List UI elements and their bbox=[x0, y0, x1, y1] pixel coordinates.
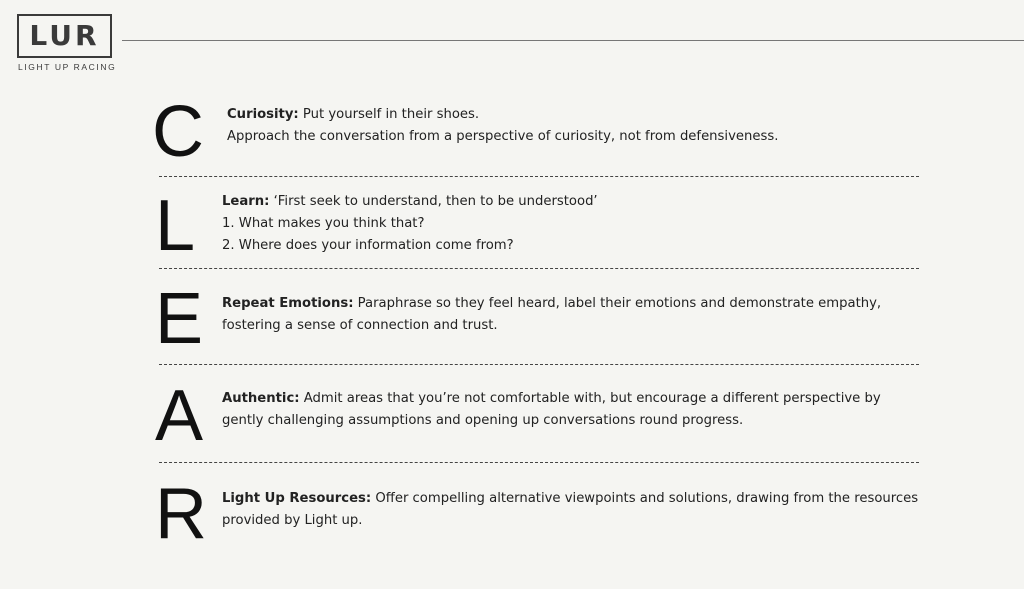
item-repeat-emotions-line-1 bbox=[222, 293, 881, 315]
acronym-letter-a: A bbox=[155, 376, 204, 456]
item-light-up-resources-text-1: Offer compelling alternative viewpoints and solutions, drawing from the resources bbox=[371, 491, 919, 506]
item-light-up-resources-line-1 bbox=[222, 488, 918, 510]
header-divider bbox=[122, 40, 1024, 41]
item-authentic bbox=[222, 388, 881, 432]
item-curiosity-line-1 bbox=[227, 104, 778, 126]
item-learn bbox=[222, 191, 598, 257]
logo bbox=[17, 14, 112, 58]
section-divider bbox=[159, 462, 919, 463]
item-light-up-resources bbox=[222, 488, 918, 532]
item-curiosity-term: Curiosity: bbox=[227, 107, 299, 122]
item-light-up-resources-term: Light Up Resources: bbox=[222, 491, 372, 506]
item-curiosity bbox=[227, 104, 778, 148]
item-repeat-emotions-term: Repeat Emotions: bbox=[222, 296, 354, 311]
acronym-letter-r: R bbox=[155, 474, 207, 554]
logo-mark: LUR bbox=[29, 19, 100, 52]
item-authentic-line-1 bbox=[222, 388, 881, 410]
section-divider bbox=[159, 268, 919, 269]
item-light-up-resources-line-2: provided by Light up. bbox=[222, 513, 363, 528]
item-repeat-emotions bbox=[222, 293, 881, 337]
item-learn-line-2: 1. What makes you think that? bbox=[222, 216, 425, 231]
section-divider bbox=[159, 176, 919, 177]
item-learn-text-1: ‘First seek to understand, then to be understood’ bbox=[269, 194, 598, 209]
item-repeat-emotions-text-1: Paraphrase so they feel heard, label their emotions and demonstrate empathy, bbox=[353, 296, 882, 311]
item-authentic-term: Authentic: bbox=[222, 391, 300, 406]
acronym-letter-c: C bbox=[152, 92, 204, 172]
item-repeat-emotions-line-2: fostering a sense of connection and trust. bbox=[222, 318, 498, 333]
item-authentic-line-2: gently challenging assumptions and opening up conversations round progress. bbox=[222, 413, 744, 428]
acronym-letter-l: L bbox=[155, 186, 196, 266]
item-learn-term: Learn: bbox=[222, 194, 270, 209]
item-curiosity-line-2: Approach the conversation from a perspective of curiosity, not from defensiveness. bbox=[227, 129, 779, 144]
logo-caption: LIGHT UP RACING bbox=[18, 62, 117, 72]
section-divider bbox=[159, 364, 919, 365]
item-learn-line-3: 2. Where does your information come from? bbox=[222, 238, 514, 253]
acronym-letter-e: E bbox=[155, 279, 204, 359]
item-learn-line-1 bbox=[222, 191, 598, 213]
item-authentic-text-1: Admit areas that you’re not comfortable with, but encourage a different perspective by bbox=[299, 391, 881, 406]
item-curiosity-text-1: Put yourself in their shoes. bbox=[298, 107, 480, 122]
